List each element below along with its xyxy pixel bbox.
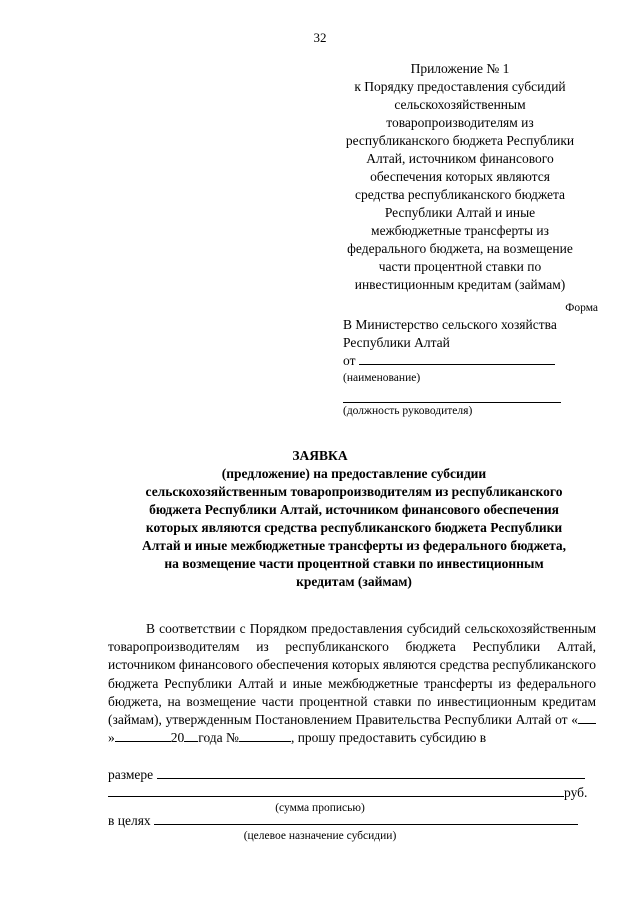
amount-row [108, 766, 596, 784]
appendix-line: межбюджетные трансферты из [371, 223, 549, 238]
decree-number-field[interactable] [239, 730, 291, 742]
subtitle-line: которых являются средства республиканского бюджета Республики [145, 520, 563, 535]
subtitle-line: кредитам (займам) [296, 574, 412, 589]
appendix-line: сельскохозяйственным [394, 97, 526, 112]
date-day-field[interactable] [578, 712, 596, 724]
from-row [343, 352, 603, 370]
body-paragraph [108, 620, 596, 747]
appendix-line: к Порядку предоставления субсидий [354, 79, 566, 94]
date-from-prefix: от « [555, 712, 578, 728]
appendix-line: части процентной ставки по [378, 259, 542, 274]
position-caption: (должность руководителя) [343, 405, 473, 417]
amount-words-field[interactable] [108, 784, 564, 797]
purpose-row [108, 812, 596, 830]
appendix-line: обеспечения которых являются [370, 169, 550, 184]
form-label: Форма [565, 302, 598, 314]
date-quote-close: » [108, 730, 115, 746]
subtitle-line: сельскохозяйственным товаропроизводителям из республиканского [145, 484, 563, 499]
addressee-line: Республики Алтай [343, 335, 450, 350]
year-prefix: 20 [170, 730, 185, 746]
subtitle-line: бюджета Республики Алтай, источником финансового обеспечения [149, 502, 559, 517]
date-year-field[interactable] [184, 730, 198, 742]
purpose-prefix: в целях [108, 813, 151, 828]
appendix-line: Республики Алтай и иные [384, 205, 536, 220]
addressee-line: В Министерство сельского хозяйства [343, 317, 557, 332]
subtitle-line: Алтай и иные межбюджетные трансферты из федерального бюджета, [141, 538, 567, 553]
appendix-line: республиканского бюджета Республики [345, 133, 575, 148]
amount-field[interactable] [157, 766, 585, 779]
appendix-line: средства республиканского бюджета [354, 187, 566, 202]
subtitle-line: на возмещение части процентной ставки по инвестиционным [164, 556, 544, 571]
name-caption: (наименование) [343, 372, 421, 384]
request-text: , прошу предоставить субсидию в [290, 730, 487, 746]
applicant-name-field[interactable] [359, 352, 555, 365]
from-prefix: от [343, 353, 356, 368]
date-month-field[interactable] [115, 730, 171, 742]
page-number: 32 [313, 30, 327, 45]
purpose-field[interactable] [154, 812, 578, 825]
appendix-line: инвестиционным кредитам (займам) [354, 277, 566, 292]
body-main-text: В соответствии с Порядком предоставления субсидий сельскохозяйственным товаропроизводителям из республиканского бюджета Республики Алтай, источником финансового обеспечения которых являются средства республиканского бюджета Республики Алтай и иные межбюджетные трансферты из федерального бюджета, на возмещение части процентной ставки по инвестиционным кредитам (займам), утвержденным Постановлением Правительства Республики Алтай [108, 621, 596, 728]
subtitle-line: (предложение) на предоставление субсидии [221, 466, 487, 481]
appendix-line: Приложение № 1 [410, 61, 510, 76]
year-suffix: года № [198, 730, 239, 746]
amount-prefix: размере [108, 767, 154, 782]
position-field[interactable] [343, 386, 561, 403]
appendix-line: товаропроизводителям из [386, 115, 534, 130]
appendix-line: федерального бюджета, на возмещение [347, 241, 573, 256]
appendix-header [332, 60, 588, 294]
document-subtitle [108, 465, 600, 591]
document-title: ЗАЯВКА [292, 448, 348, 463]
currency-label: руб. [564, 785, 588, 800]
amount-words-row [108, 784, 596, 802]
purpose-caption: (целевое назначение субсидии) [243, 830, 397, 842]
amount-caption: (сумма прописью) [275, 802, 365, 814]
appendix-line: Алтай, источником финансового [366, 151, 554, 166]
addressee-block [343, 316, 603, 419]
